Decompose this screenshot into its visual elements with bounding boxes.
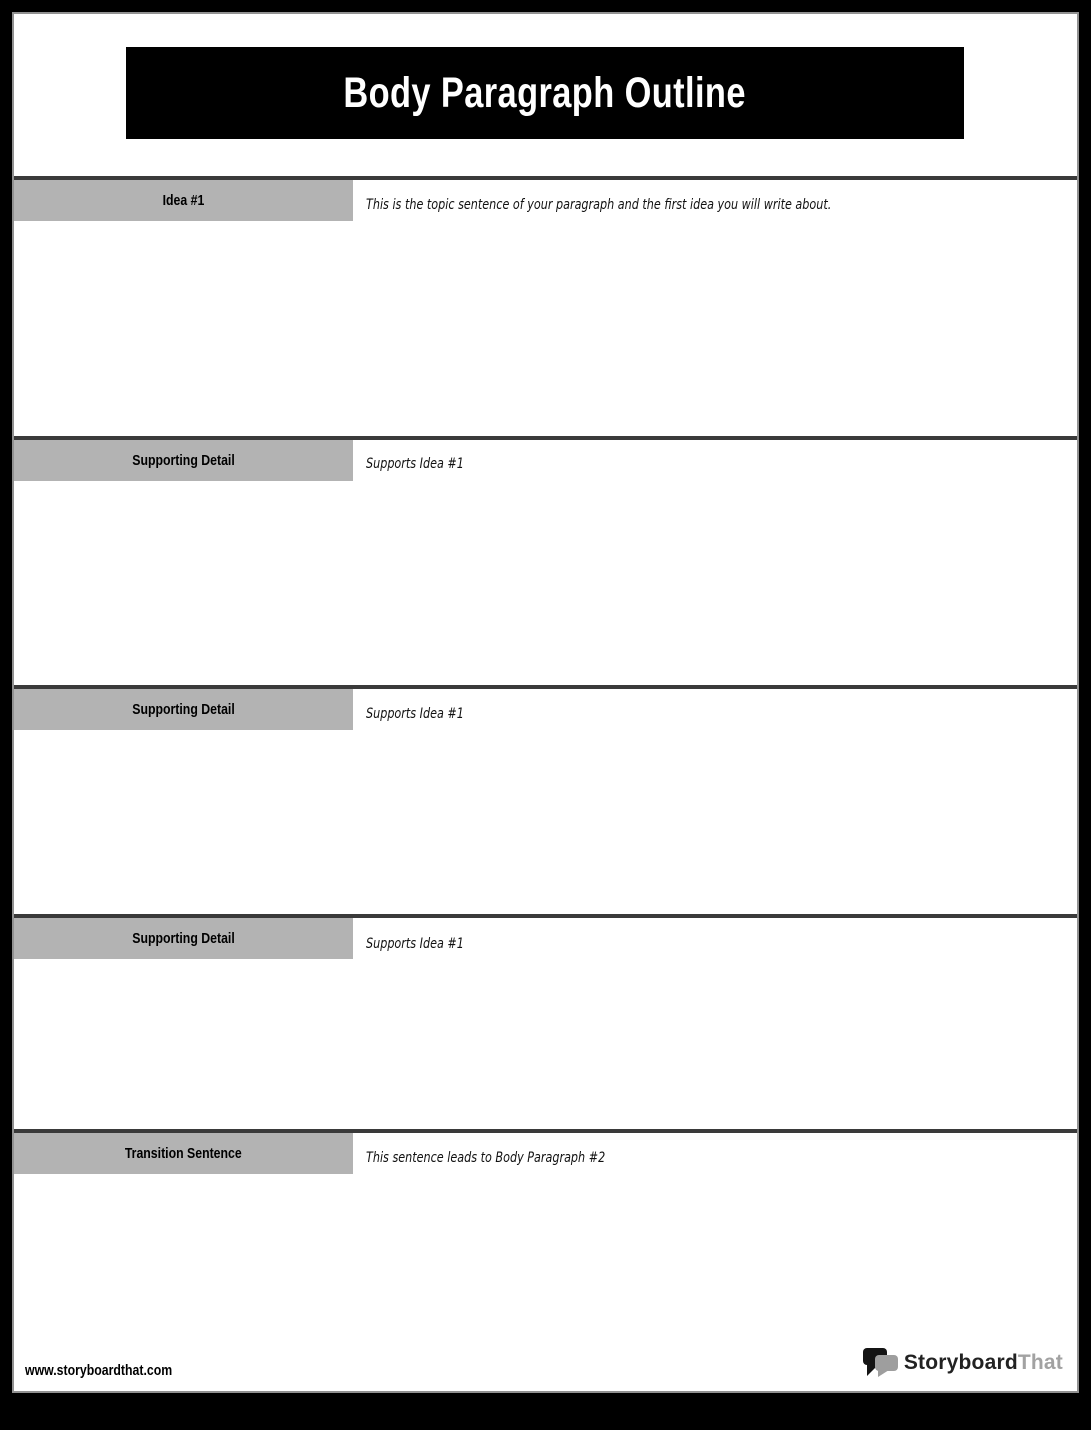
row-description: Supports Idea #1 [366,706,464,722]
row-label [14,180,353,221]
speech-bubbles-icon [863,1348,899,1378]
row-description: This is the topic sentence of your paragraph and the first idea you will write about. [366,197,832,213]
row-label-text: Supporting Detail [132,930,235,947]
row-label [14,918,353,959]
row-label [14,1133,353,1174]
row-label [14,689,353,730]
logo-text [904,1351,1063,1375]
storyboardthat-logo [863,1348,1063,1378]
logo-text-secondary: That [1017,1351,1063,1374]
logo-text-primary: Storyboard [903,1351,1018,1374]
row-description: This sentence leads to Body Paragraph #2 [366,1150,606,1166]
row-description: Supports Idea #1 [366,936,464,952]
worksheet-page [12,12,1079,1393]
website-url: www.storyboardthat.com [25,1362,173,1379]
title-banner [126,47,964,139]
page-title: Body Paragraph Outline [343,68,747,117]
row-label-text: Supporting Detail [132,701,235,718]
row-label-text: Idea #1 [162,192,205,209]
row-label [14,440,353,481]
row-label-text: Transition Sentence [125,1145,242,1162]
row-description: Supports Idea #1 [366,456,464,472]
row-label-text: Supporting Detail [132,452,235,469]
